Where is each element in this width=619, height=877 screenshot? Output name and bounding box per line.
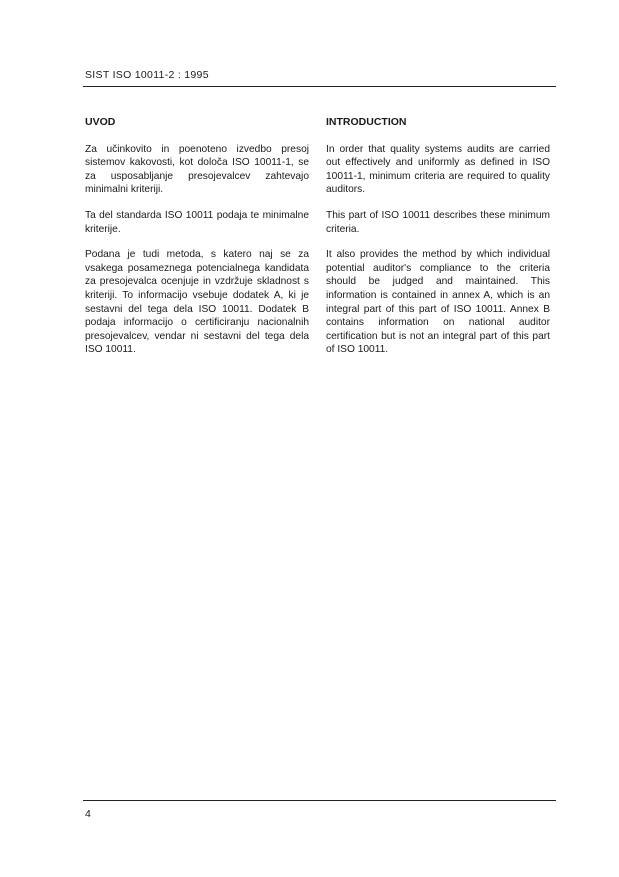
- document-reference: SIST ISO 10011-2 : 1995: [85, 69, 209, 81]
- paragraph-uvod-2: Ta del standarda ISO 10011 podaja te minimalne kriterije.: [85, 209, 309, 235]
- paragraph-uvod-1: Za učinkovito in poenoteno izvedbo presoj sistemov kakovosti, kot določa ISO 10011-1, se za usposabljanje presojevalcev zahtevajo minimalni kriteriji.: [85, 143, 309, 196]
- paragraph-introduction-1: In order that quality systems audits are carried out effectively and uniformly as defined in ISO 10011-1, minimum criteria are required to quality auditors.: [326, 143, 550, 196]
- page-number: 4: [85, 808, 91, 820]
- paragraph-introduction-2: This part of ISO 10011 describes these minimum criteria.: [326, 209, 550, 235]
- paragraph-introduction-3: It also provides the method by which individual potential auditor's compliance to the criteria should be judged and maintained. This information is contained in annex A, which is an integral part of this part of ISO 10011. Annex B contains information on national auditor certification but is not an integral part of this part of ISO 10011.: [326, 249, 550, 356]
- section-heading-uvod: UVOD: [85, 116, 116, 128]
- footer-divider: [83, 800, 556, 801]
- header-divider: [83, 86, 556, 87]
- section-heading-introduction: INTRODUCTION: [326, 116, 407, 128]
- paragraph-uvod-3: Podana je tudi metoda, s katero naj se za vsakega posameznega potencialnega kandidata za presojevalca ocenjuje in vzdržuje skladnost s kriteriji. To informacijo vsebuje dodatek A, ki je sestavni del tega dela ISO 10011. Dodatek B podaja informacijo o certificiranju nacionalnih presojevalcev, vendar ni sestavni del tega dela ISO 10011.: [85, 249, 309, 356]
- english-column: [326, 116, 550, 369]
- slovene-column: [85, 116, 309, 369]
